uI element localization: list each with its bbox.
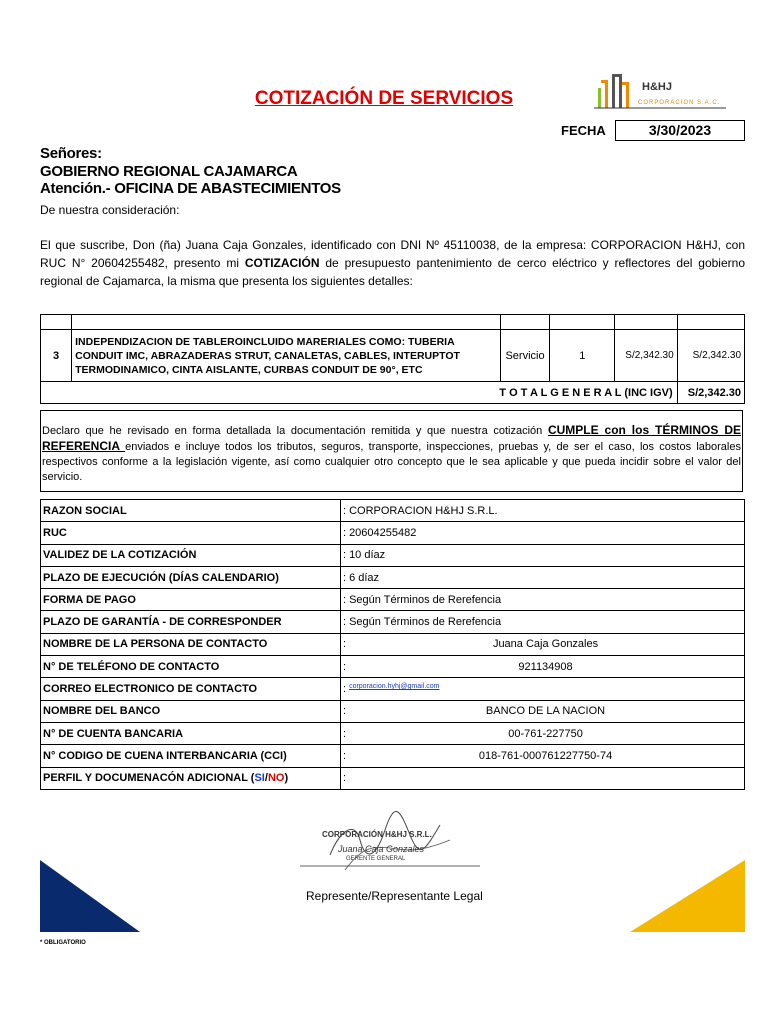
info-label: RAZON SOCIAL: [41, 500, 341, 522]
items-header-row: [41, 315, 745, 330]
company-logo: [586, 68, 734, 112]
total-value: S/2,342.30: [677, 382, 744, 404]
info-value: Según Términos de Rerefencia: [349, 593, 502, 606]
table-row: [41, 745, 745, 767]
perfil-label-part: SI: [254, 772, 265, 785]
info-value-cell: [341, 611, 745, 633]
info-value-cell: [341, 566, 745, 588]
separator: :: [343, 549, 347, 562]
info-label: FORMA DE PAGO: [41, 589, 341, 611]
item-quantity: 1: [550, 330, 615, 382]
navy-corner-triangle: [40, 860, 140, 932]
info-label: N° DE TELÉFONO DE CONTACTO: [41, 656, 341, 678]
info-label: NOMBRE DE LA PERSONA DE CONTACTO: [41, 633, 341, 655]
email-link[interactable]: corporacion.hyhj@gmail.com: [349, 683, 440, 691]
info-value-cell: [341, 722, 745, 744]
info-label: PLAZO DE EJECUCIÓN (DÍAS CALENDARIO): [41, 566, 341, 588]
info-value: Juana Caja Gonzales: [492, 638, 599, 651]
header-cell: [550, 315, 615, 330]
info-value: 921134908: [518, 660, 573, 673]
info-label: CORREO ELECTRONICO DE CONTACTO: [41, 678, 341, 700]
info-label: PLAZO DE GARANTÍA - DE CORRESPONDER: [41, 611, 341, 633]
info-value-cell: [341, 522, 745, 544]
info-label: N° DE CUENTA BANCARIA: [41, 722, 341, 744]
perfil-label-part: NO: [267, 772, 285, 785]
addressee-attention: Atención.- OFICINA DE ABASTECIMIENTOS: [40, 180, 341, 197]
info-value-cell: [341, 500, 745, 522]
info-label: VALIDEZ DE LA COTIZACIÓN: [41, 544, 341, 566]
info-value: 10 díaz: [349, 549, 386, 562]
footer-note: * OBLIGATORIO: [40, 940, 86, 946]
svg-text:CORPORACION S.A.C.: CORPORACION S.A.C.: [638, 100, 721, 106]
separator: :: [343, 526, 347, 539]
declaration-text-2: enviados e incluye todos los tributos, seguros, transporte, inspecciones, pruebas y, de ser el caso, los costos laborales respectivos conforme a la legislación vigente, así como cualquier otro concepto que le sea aplicable y que pueda incidir sobre el valor del servicio.: [42, 441, 741, 483]
table-row: [41, 544, 745, 566]
item-unit-price: S/2,342.30: [615, 330, 677, 382]
header-cell: [72, 315, 501, 330]
info-value: CORPORACION H&HJ S.R.L.: [349, 504, 498, 517]
date-value: 3/30/2023: [615, 120, 745, 141]
info-value-cell: [341, 767, 745, 789]
table-row: [41, 722, 745, 744]
info-value: 20604255482: [349, 526, 417, 539]
info-value-cell: [341, 544, 745, 566]
table-row: [41, 700, 745, 722]
info-value: 6 díaz: [349, 571, 380, 584]
table-row: [41, 500, 745, 522]
separator: :: [343, 705, 347, 718]
table-row: [41, 633, 745, 655]
table-row: [41, 767, 745, 789]
table-row: [41, 566, 745, 588]
gold-corner-triangle: [630, 860, 745, 932]
separator: :: [343, 638, 347, 651]
declaration-box: [40, 410, 743, 492]
document-title: COTIZACIÓN DE SERVICIOS: [254, 88, 514, 109]
intro-paragraph: [40, 236, 745, 290]
signature-label: Represente/Representante Legal: [306, 889, 483, 903]
item-total: S/2,342.30: [677, 330, 744, 382]
item-number: 3: [41, 330, 72, 382]
table-row: [41, 589, 745, 611]
header-cell: [500, 315, 549, 330]
separator: :: [343, 571, 347, 584]
addressee-entity: GOBIERNO REGIONAL CAJAMARCA: [40, 163, 298, 180]
perfil-label-part: ): [284, 772, 289, 785]
info-value: BANCO DE LA NACION: [485, 705, 606, 718]
separator: :: [343, 504, 347, 517]
info-value: 00-761-227750: [508, 727, 583, 740]
table-row: [41, 522, 745, 544]
info-value-cell: [341, 678, 745, 700]
total-row: [41, 382, 745, 404]
intro-text-bold: COTIZACIÓN: [244, 256, 320, 270]
info-value-cell: [341, 589, 745, 611]
declaration-bold: CUMPLE con los TÉRMINOS DE REFERENCIA: [42, 423, 741, 453]
salutation: De nuestra consideración:: [40, 203, 180, 217]
signature-stamp: [300, 800, 480, 880]
intro-text-1: El que suscribe, Don (ña) Juana Caja Gonzales, identificado con DNI Nº 45110038, de la empresa: CORPORACION H&HJ, con RUC N° 20604255482, presento mi: [40, 238, 745, 270]
svg-text:CORPORACIÓN H&HJ S.R.L.: CORPORACIÓN H&HJ S.R.L.: [322, 830, 432, 839]
info-label: RUC: [41, 522, 341, 544]
item-unit: Servicio: [500, 330, 549, 382]
info-value-cell: [341, 633, 745, 655]
header-cell: [41, 315, 72, 330]
separator: :: [343, 727, 347, 740]
date-label: FECHA: [561, 123, 606, 138]
info-value: Según Términos de Rerefencia: [349, 616, 502, 629]
info-value-cell: [341, 656, 745, 678]
items-table: [40, 314, 745, 404]
separator: :: [343, 749, 347, 762]
info-value-cell: [341, 745, 745, 767]
info-value-cell: [341, 700, 745, 722]
table-row: [41, 330, 745, 382]
declaration-text-1: Declaro que he revisado en forma detallada la documentación remitida y que nuestra cotización: [42, 425, 548, 437]
perfil-label-part: PERFIL Y DOCUMENACÓN ADICIONAL (: [43, 772, 255, 785]
separator: :: [343, 683, 347, 696]
separator: :: [343, 772, 347, 785]
total-label: T O T A L G E N E R A L (INC IGV): [41, 382, 678, 404]
item-description: INDEPENDIZACION DE TABLEROINCLUIDO MARERIALES COMO: TUBERIA CONDUIT IMC, ABRAZADERAS STRUT, CANALETAS, CABLES, INTERUPTOT TERMODINAMICO, CINTA AISLANTE, CURBAS CONDUIT DE 90°, ETC: [72, 330, 501, 382]
svg-text:GERENTE GENERAL: GERENTE GENERAL: [346, 856, 406, 862]
table-row: [41, 678, 745, 700]
separator: :: [343, 660, 347, 673]
svg-text:Juana Caja Gonzales: Juana Caja Gonzales: [338, 844, 425, 854]
header-cell: [677, 315, 744, 330]
header-cell: [615, 315, 677, 330]
separator: :: [343, 616, 347, 629]
table-row: [41, 656, 745, 678]
separator: :: [343, 593, 347, 606]
intro-text-2: de presupuesto pantenimiento de cerco eléctrico y reflectores del gobierno regional de Cajamarca, la misma que presenta los siguientes detalles:: [40, 256, 745, 288]
perfil-label-part: /: [264, 772, 268, 785]
addressee-greeting: Señores:: [40, 145, 102, 162]
info-label: N° CODIGO DE CUENA INTERBANCARIA (CCI): [41, 745, 341, 767]
table-row: [41, 611, 745, 633]
info-value: 018-761-000761227750-74: [478, 749, 613, 762]
company-info-table: [40, 499, 745, 790]
info-label: NOMBRE DEL BANCO: [41, 700, 341, 722]
info-label: [41, 767, 341, 789]
svg-text:H&HJ: H&HJ: [642, 81, 672, 93]
